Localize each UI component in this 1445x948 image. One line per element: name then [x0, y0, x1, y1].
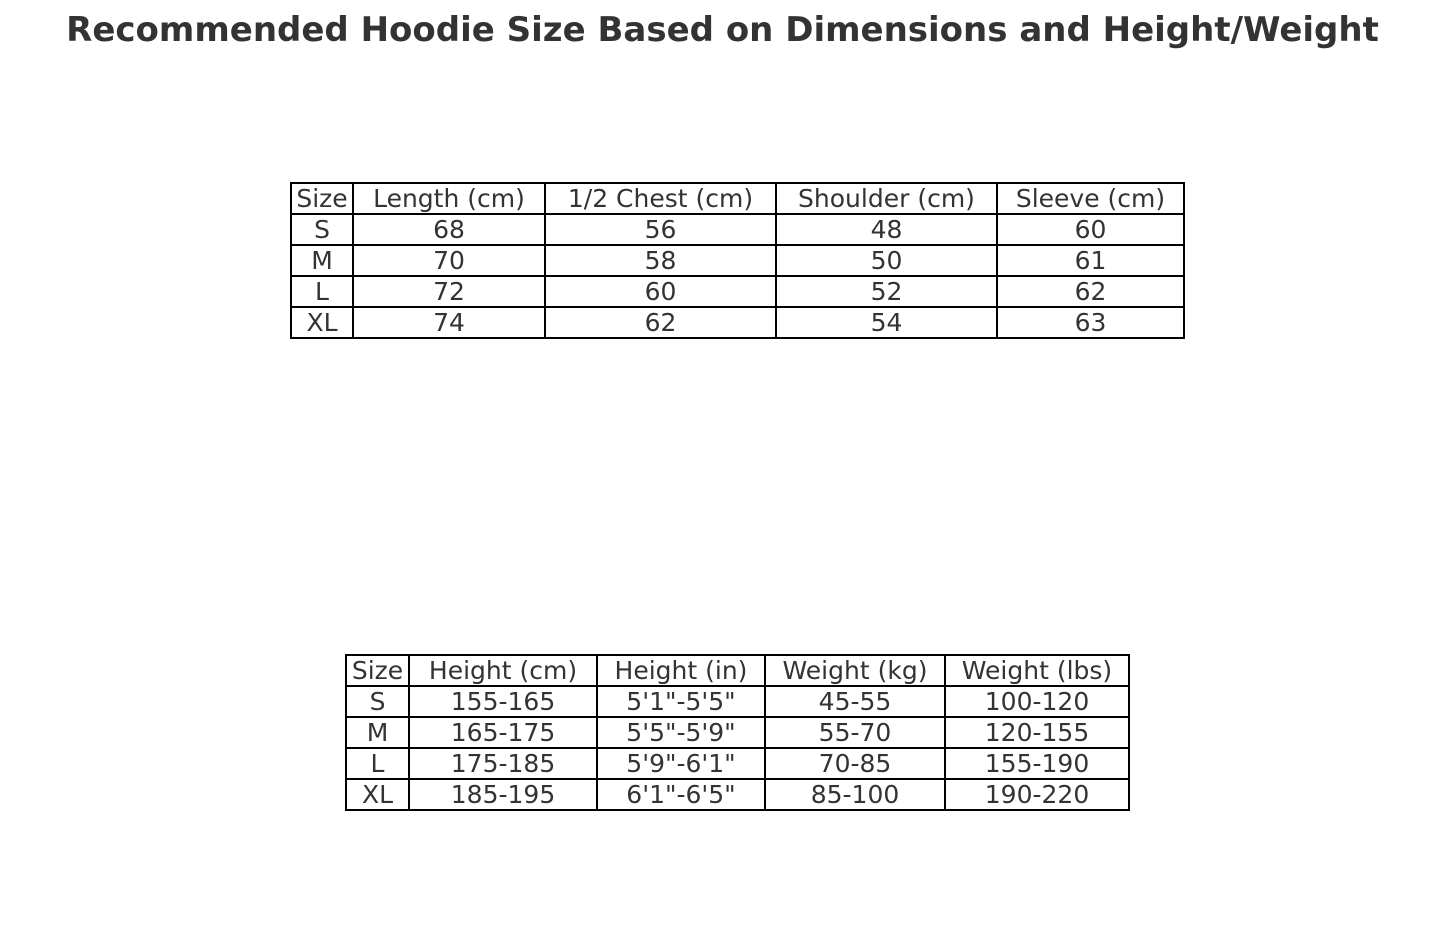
- table-cell: 175-185: [409, 748, 597, 779]
- column-header-size: Size: [346, 655, 409, 686]
- table-cell: 62: [997, 276, 1184, 307]
- table-cell: 70-85: [765, 748, 945, 779]
- table-cell: 58: [545, 245, 776, 276]
- column-header-length: Length (cm): [353, 183, 545, 214]
- table-row-l: [346, 748, 1129, 779]
- table-cell: 72: [353, 276, 545, 307]
- table-cell: 185-195: [409, 779, 597, 810]
- table-cell: L: [291, 276, 353, 307]
- dimensions-header-row: [291, 183, 1184, 214]
- column-header-weight-kg: Weight (kg): [765, 655, 945, 686]
- table-cell: 74: [353, 307, 545, 338]
- table-cell: 190-220: [945, 779, 1129, 810]
- column-header-half-chest: 1/2 Chest (cm): [545, 183, 776, 214]
- table-cell: 6'1"-6'5": [597, 779, 765, 810]
- table-cell: 60: [545, 276, 776, 307]
- table-row-xl: [346, 779, 1129, 810]
- column-header-height-in: Height (in): [597, 655, 765, 686]
- table-cell: 56: [545, 214, 776, 245]
- table-cell: 5'1"-5'5": [597, 686, 765, 717]
- table-row-s: [291, 214, 1184, 245]
- table-row-s: [346, 686, 1129, 717]
- height-weight-header-row: [346, 655, 1129, 686]
- table-cell: 62: [545, 307, 776, 338]
- table-cell: 155-165: [409, 686, 597, 717]
- table-cell: 45-55: [765, 686, 945, 717]
- dimensions-table: [290, 182, 1185, 339]
- table-cell: 48: [776, 214, 997, 245]
- table-cell: 120-155: [945, 717, 1129, 748]
- column-header-weight-lbs: Weight (lbs): [945, 655, 1129, 686]
- table-cell: 60: [997, 214, 1184, 245]
- height-weight-table: [345, 654, 1130, 811]
- table-cell: 5'5"-5'9": [597, 717, 765, 748]
- table-cell: 165-175: [409, 717, 597, 748]
- table-cell: 52: [776, 276, 997, 307]
- column-header-height-cm: Height (cm): [409, 655, 597, 686]
- table-cell: 54: [776, 307, 997, 338]
- table-cell: 55-70: [765, 717, 945, 748]
- figure-title: Recommended Hoodie Size Based on Dimensions and Height/Weight: [66, 10, 1379, 50]
- table-row-m: [346, 717, 1129, 748]
- table-cell: 5'9"-6'1": [597, 748, 765, 779]
- column-header-sleeve: Sleeve (cm): [997, 183, 1184, 214]
- table-cell: S: [346, 686, 409, 717]
- table-cell: S: [291, 214, 353, 245]
- table-cell: XL: [346, 779, 409, 810]
- table-cell: 50: [776, 245, 997, 276]
- table-row-m: [291, 245, 1184, 276]
- column-header-shoulder: Shoulder (cm): [776, 183, 997, 214]
- table-cell: 85-100: [765, 779, 945, 810]
- table-cell: M: [291, 245, 353, 276]
- table-cell: 155-190: [945, 748, 1129, 779]
- table-cell: L: [346, 748, 409, 779]
- table-row-xl: [291, 307, 1184, 338]
- table-cell: 100-120: [945, 686, 1129, 717]
- table-cell: M: [346, 717, 409, 748]
- column-header-size: Size: [291, 183, 353, 214]
- table-cell: 70: [353, 245, 545, 276]
- table-cell: 61: [997, 245, 1184, 276]
- table-cell: 68: [353, 214, 545, 245]
- table-cell: XL: [291, 307, 353, 338]
- table-cell: 63: [997, 307, 1184, 338]
- table-row-l: [291, 276, 1184, 307]
